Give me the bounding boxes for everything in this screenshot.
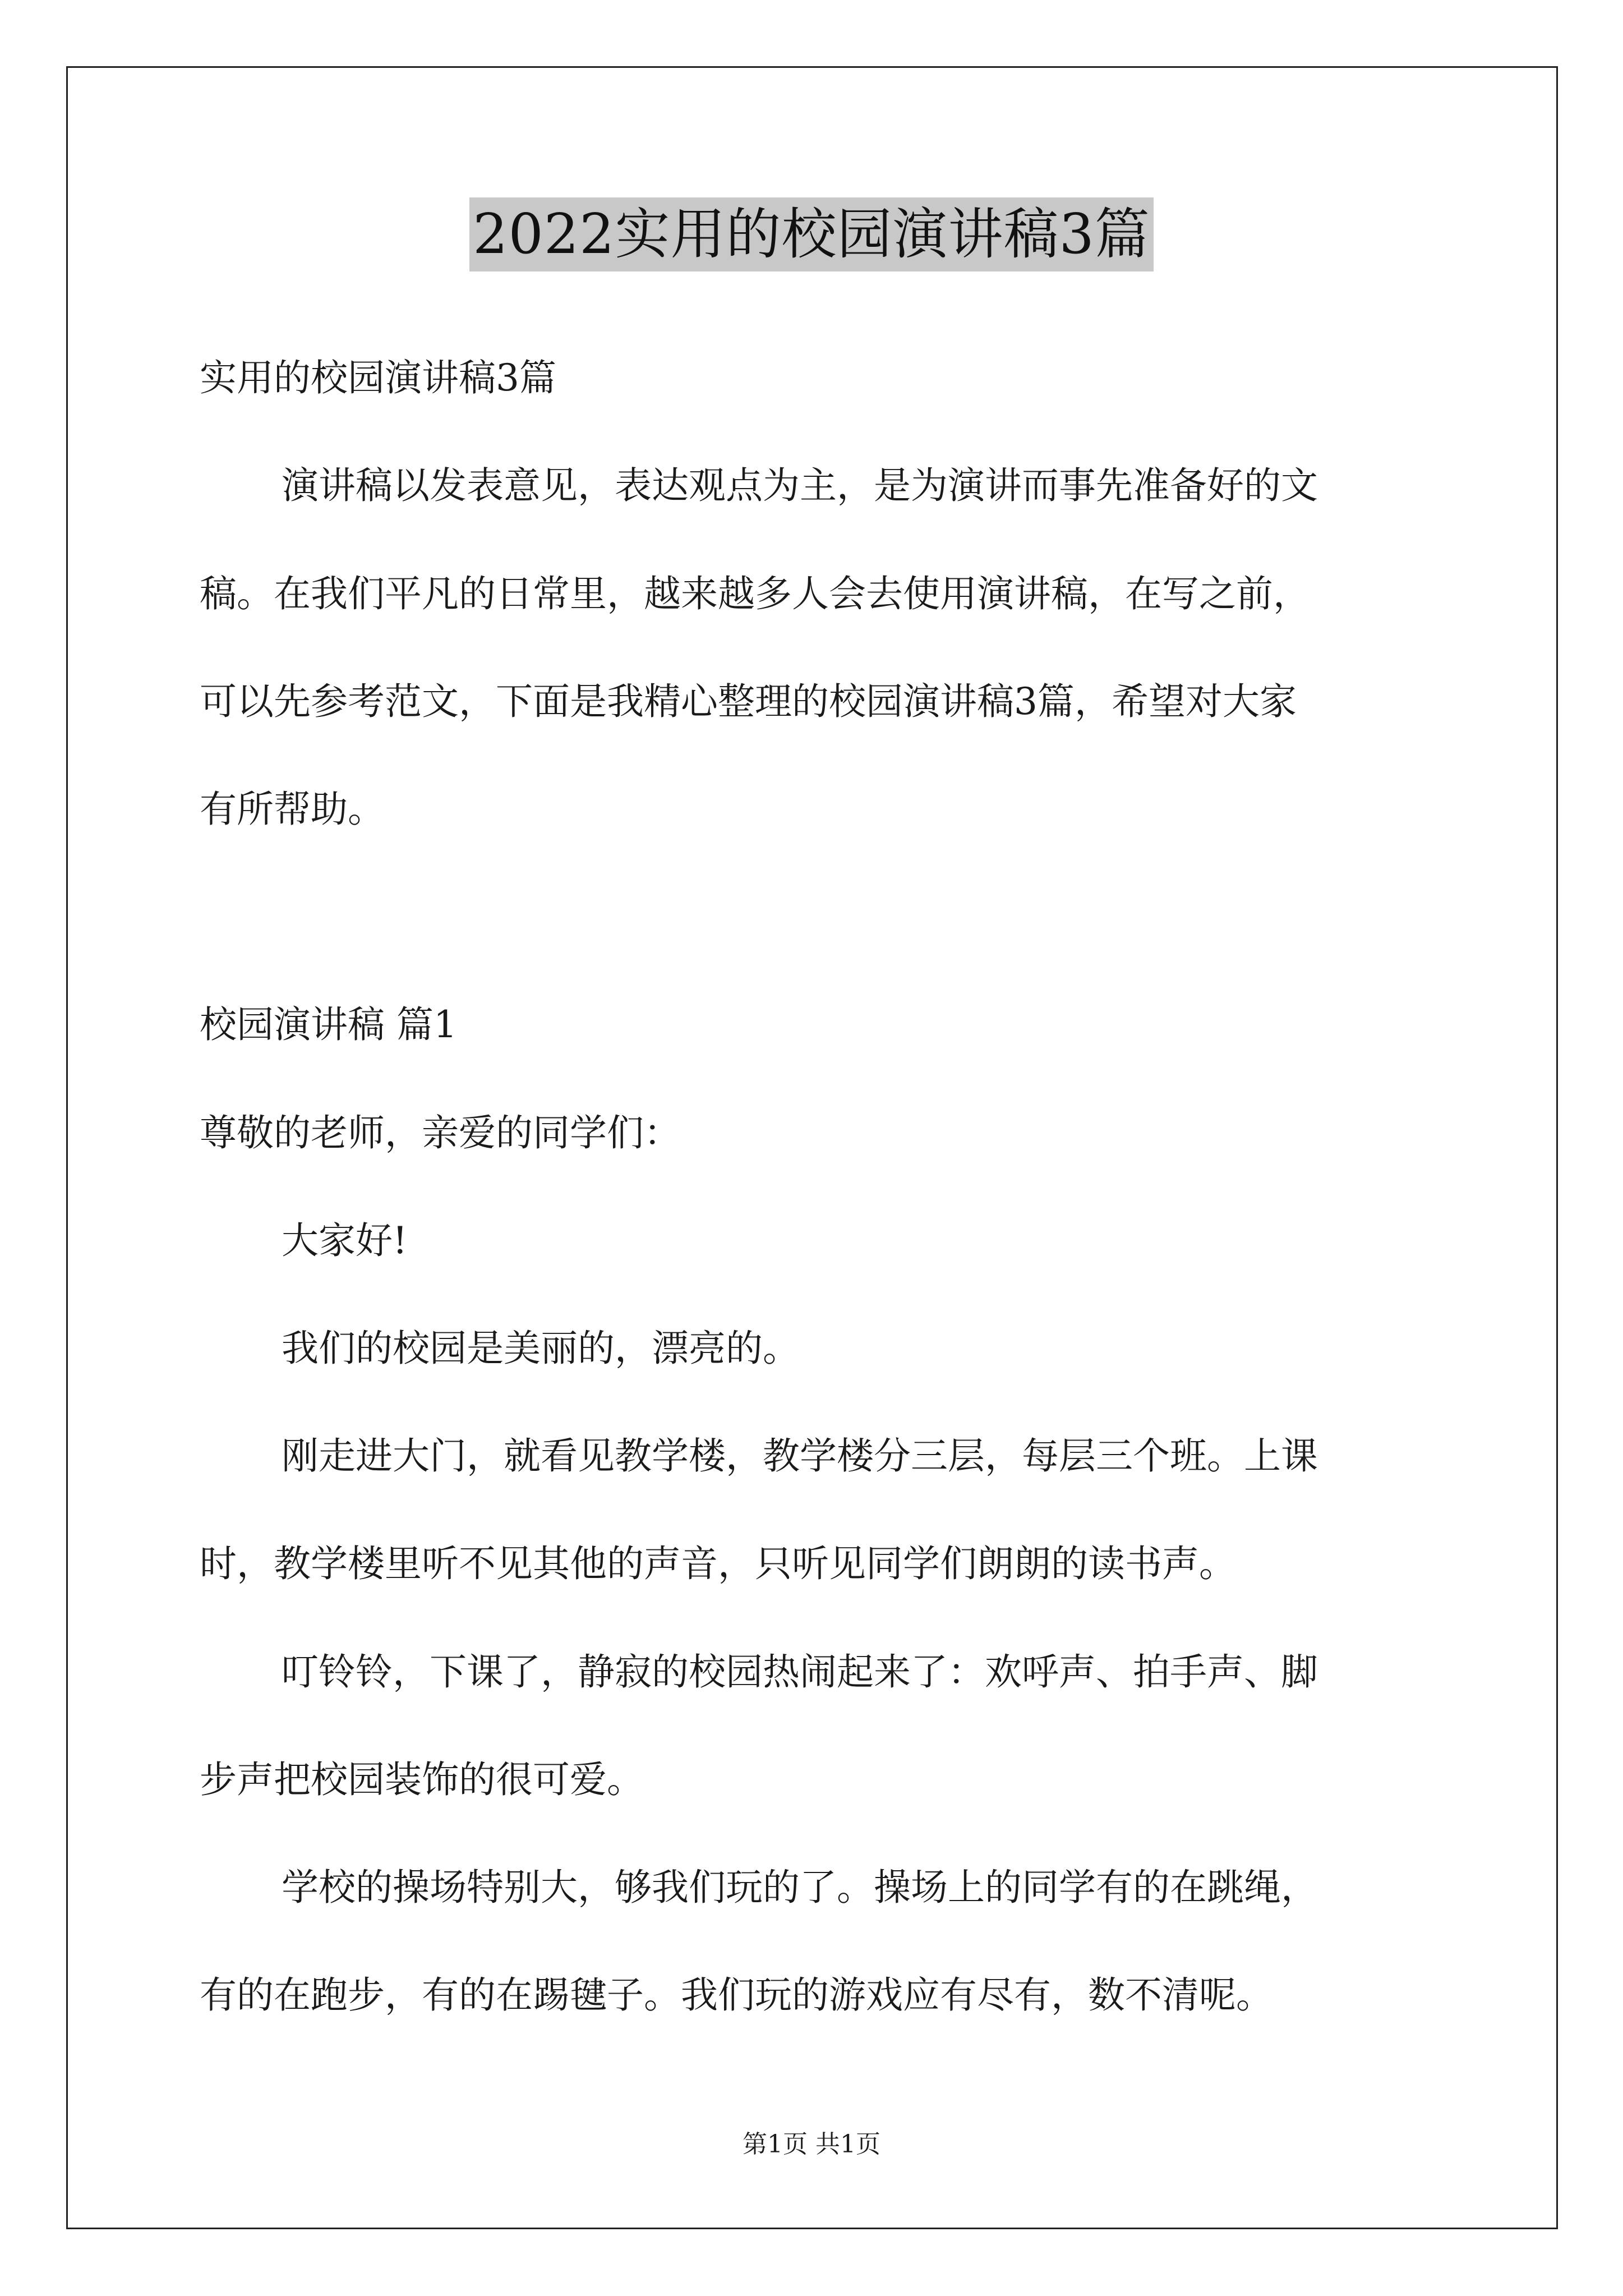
paragraph-3-line-2: 步声把校园装饰的很可爱。	[200, 1758, 644, 1801]
page-footer: 第1页 共1页	[743, 2130, 880, 2159]
paragraph-2-line-2: 时，教学楼里听不见其他的声音，只听见同学们朗朗的读书声。	[200, 1542, 1236, 1585]
greeting: 大家好!	[282, 1219, 408, 1262]
title-container	[0, 197, 1623, 272]
paragraph-2-line-1: 刚走进大门，就看见教学楼，教学楼分三层，每层三个班。上课	[282, 1434, 1318, 1478]
section-heading: 校园演讲稿 篇1	[200, 1003, 457, 1046]
intro-line-2: 稿。在我们平凡的日常里，越来越多人会去使用演讲稿，在写之前，	[200, 572, 1310, 615]
paragraph-3-line-1: 叮铃铃，下课了，静寂的校园热闹起来了：欢呼声、拍手声、脚	[282, 1650, 1318, 1694]
document-title: 2022实用的校园演讲稿3篇	[469, 197, 1154, 272]
paragraph-4-line-2: 有的在跑步，有的在踢毽子。我们玩的游戏应有尽有，数不清呢。	[200, 1973, 1273, 2017]
paragraph-1: 我们的校园是美丽的，漂亮的。	[282, 1327, 800, 1370]
document-subtitle: 实用的校园演讲稿3篇	[200, 356, 556, 399]
intro-line-4: 有所帮助。	[200, 788, 385, 831]
intro-line-1: 演讲稿以发表意见，表达观点为主，是为演讲而事先准备好的文	[282, 464, 1318, 507]
paragraph-4-line-1: 学校的操场特别大，够我们玩的了。操场上的同学有的在跳绳，	[282, 1866, 1318, 1909]
intro-line-3: 可以先参考范文，下面是我精心整理的校园演讲稿3篇，希望对大家	[200, 680, 1297, 723]
salutation: 尊敬的老师，亲爱的同学们：	[200, 1111, 681, 1154]
